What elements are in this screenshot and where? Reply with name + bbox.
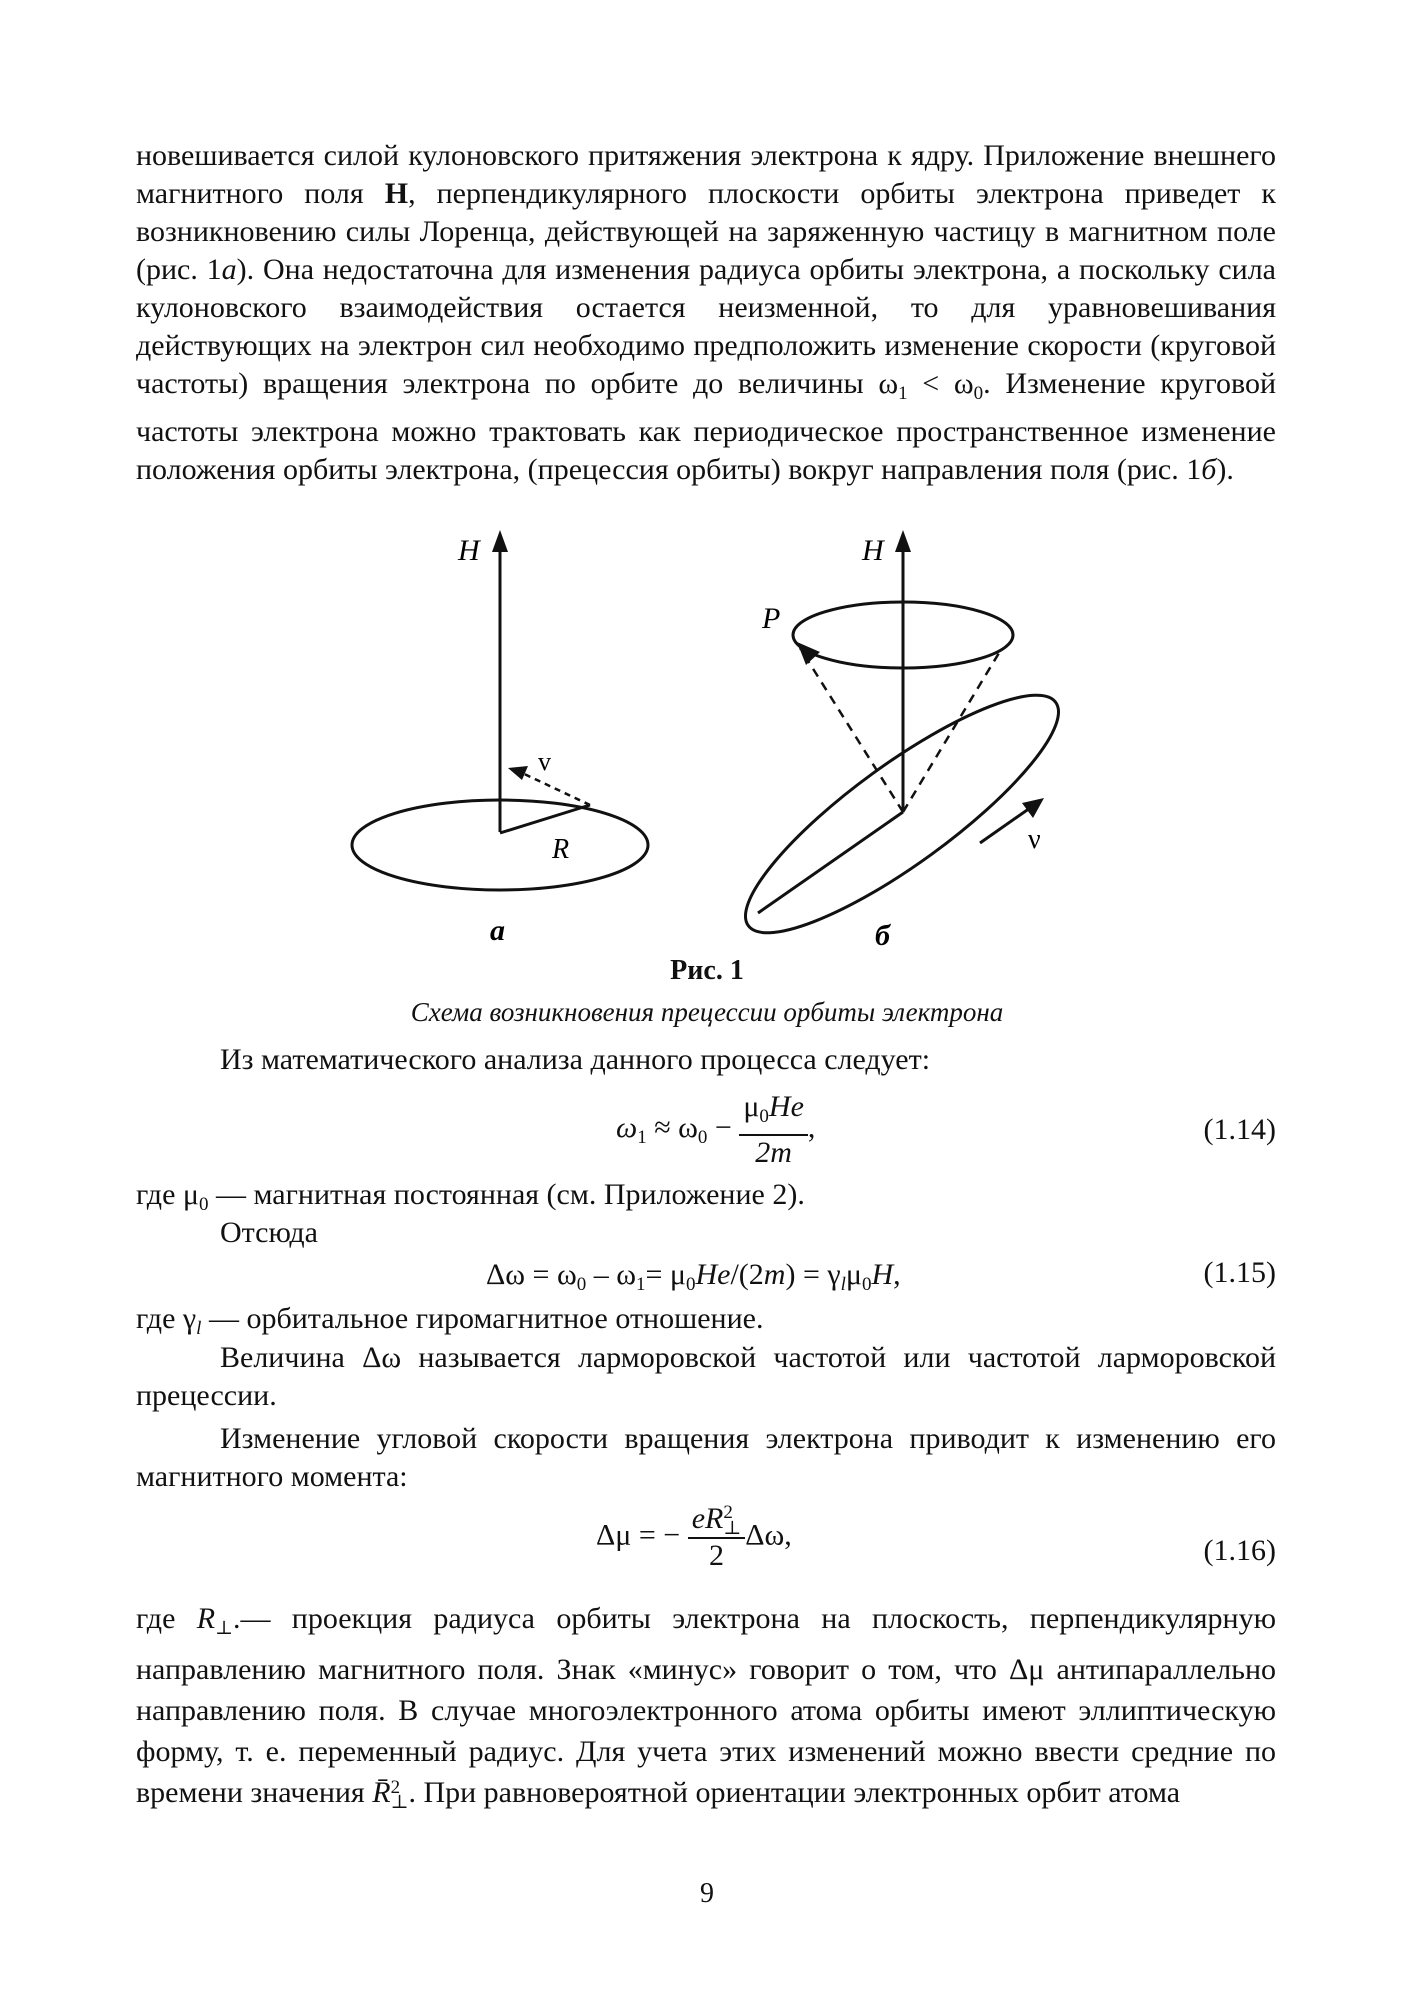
- mu0-prefix: где μ: [136, 1178, 199, 1211]
- velocity-arrowhead-left: [508, 766, 528, 780]
- mu0-sub: 0: [198, 1194, 209, 1215]
- eq14-omega1-sub: 1: [637, 1126, 647, 1148]
- eq16-fraction: [688, 1502, 746, 1573]
- eq14-approx: ≈ ω: [646, 1110, 698, 1144]
- eq14-omega1: ω: [616, 1110, 638, 1144]
- eq16-numerator: [688, 1502, 746, 1539]
- eq16-sub: ⊥: [723, 1518, 742, 1540]
- final-rbar: R̄: [372, 1776, 391, 1809]
- eq15-sub-c: 0: [685, 1274, 696, 1295]
- cone-left: [800, 648, 903, 812]
- eq15-f: m: [763, 1258, 786, 1291]
- velocity-arrowhead-right: [1022, 798, 1044, 818]
- equation-number-1-14: (1.14): [1203, 1113, 1276, 1146]
- eq14-minus: −: [707, 1110, 732, 1144]
- eq15-sub-b: 1: [635, 1274, 646, 1295]
- eq15-sub-g: l: [840, 1274, 846, 1295]
- label-r-left: R: [552, 834, 570, 865]
- eq15-i: H: [871, 1258, 894, 1291]
- figure-ref-b: б: [1201, 453, 1217, 486]
- radius-line: [500, 805, 590, 833]
- field-symbol-h: H: [384, 177, 409, 210]
- moment-arrowhead: [797, 642, 820, 665]
- gamma-sub: l: [196, 1318, 202, 1339]
- final-text-3: . При равновероятной ориентации электронных орбит атома: [408, 1776, 1181, 1809]
- otsyuda-line: Отсюда: [220, 1216, 318, 1249]
- eq14-mu-sub: 0: [759, 1106, 769, 1127]
- eq14-denominator: [739, 1136, 808, 1170]
- intro-text-1: новешивается силой кулоновского притяжения электрона к ядру. Приложение внешнего магнитного поля: [136, 139, 1276, 210]
- gamma-prefix: где γ: [136, 1302, 197, 1335]
- eq16-denominator: 2: [708, 1539, 724, 1573]
- eq14-comma: ,: [807, 1110, 816, 1144]
- panel-label-b: б: [875, 919, 890, 952]
- page-number: 9: [700, 1878, 714, 1909]
- eq14-he: He: [768, 1090, 804, 1123]
- larmor-paragraph: Величина Δω называется ларморовской частотой или частотой ларморовской прецессии.: [136, 1341, 1276, 1412]
- eq14-numerator: [739, 1090, 808, 1136]
- velocity-line-right: [980, 808, 1030, 843]
- eq16-er: eR: [691, 1502, 724, 1535]
- eq15-b: – ω: [586, 1258, 636, 1291]
- final-rbar-sup: 2: [390, 1777, 401, 1799]
- intro-text-2: , перпендикулярного плоскости орбиты электрона приведет к возникновению силы Лоренца, действующей на заряженную частицу в магнитном поле (рис. 1: [136, 177, 1276, 286]
- equation-1-15: [486, 1256, 901, 1304]
- equation-1-16: [596, 1502, 792, 1573]
- omega-subscript-0: 0: [973, 383, 984, 404]
- eq15-sub-h: 0: [862, 1274, 872, 1295]
- panel-b: [719, 530, 1085, 966]
- panel-label-a: а: [490, 914, 505, 947]
- final-rbar-sub: ⊥: [390, 1792, 409, 1814]
- intro-text-3: ). Она недостаточна для изменения радиуса орбиты электрона, а поскольку сила кулоновского взаимодействия остается неизменной, то для уравновешивания действующих на электрон сил необходимо предположить изменение скорости (круговой частоты) вращения электрона по орбите до величины ω: [136, 253, 1276, 400]
- eq16-sup: 2: [723, 1502, 733, 1524]
- omega-subscript-1: 1: [898, 383, 908, 404]
- final-paragraph: [136, 1598, 1276, 1813]
- figure-caption-title: Рис. 1: [670, 955, 744, 986]
- eq16-rhs: Δω,: [745, 1518, 792, 1552]
- eq14-fraction: [739, 1090, 808, 1170]
- eq14-omega0-sub: 0: [697, 1126, 708, 1148]
- figure-caption-text: Схема возникновения прецессии орбиты электрона: [410, 997, 1004, 1027]
- eq15-sub-a: 0: [576, 1274, 587, 1295]
- eq15-d: He: [695, 1258, 731, 1291]
- equation-number-1-16: (1.16): [1203, 1534, 1276, 1567]
- orbit-radius-right: [758, 812, 903, 913]
- eq16-lhs: Δμ = −: [596, 1518, 681, 1552]
- final-r: R: [196, 1602, 216, 1635]
- eq15-j: ,: [893, 1258, 901, 1291]
- figure-ref-a: а: [221, 253, 237, 286]
- final-text-2: .— проекция радиуса орбиты электрона на плоскость, перпендикулярную направлению магнитного поля. Знак «минус» говорит о том, что Δμ антипараллельно направлению поля. В случае многоэлектронного атома орбиты имеют эллиптическую форму, т. е. переменный радиус. Для учета этих изменений можно ввести средние по времени значения: [136, 1602, 1277, 1809]
- eq14-mu: μ: [743, 1090, 760, 1123]
- panel-a: [352, 530, 648, 947]
- eq16-sup-sub: [723, 1502, 742, 1540]
- intro-inequality: < ω: [907, 367, 974, 400]
- mu0-rest: — магнитная постоянная (см. Приложение 2).: [208, 1178, 805, 1211]
- label-h-left: H: [458, 534, 480, 567]
- intro-text-5: ).: [1216, 453, 1234, 486]
- h-arrowhead-left: [492, 530, 508, 552]
- gamma-rest: — орбитальное гиромагнитное отношение.: [201, 1302, 764, 1335]
- eq15-e: /(2: [730, 1258, 764, 1291]
- angular-paragraph: Изменение угловой скорости вращения электрона приводит к изменению его магнитного момента:: [136, 1422, 1276, 1493]
- label-h-right: H: [862, 534, 884, 567]
- eq15-c: = μ: [645, 1258, 686, 1291]
- final-rbar-sup-sub: [390, 1777, 409, 1814]
- eq15-g: ) = γ: [785, 1258, 841, 1291]
- equation-number-1-15: (1.15): [1203, 1256, 1276, 1289]
- eq15-h: μ: [845, 1258, 862, 1291]
- label-v-right: ν: [1028, 824, 1041, 855]
- analysis-line: Из математического анализа данного процесса следует:: [220, 1043, 931, 1076]
- eq14-2m: 2m: [755, 1136, 792, 1169]
- final-text-1: где: [136, 1602, 197, 1635]
- eq15-a: Δω = ω: [486, 1258, 577, 1291]
- intro-text-4: . Изменение круговой частоты электрона можно трактовать как периодическое пространственное изменение положения орбиты электрона, (прецессия орбиты) вокруг направления поля (рис. 1: [136, 367, 1276, 486]
- h-arrowhead-right: [895, 530, 911, 552]
- cone-right: [903, 648, 1002, 812]
- equation-1-14: [616, 1090, 815, 1170]
- final-r-sub: ⊥: [215, 1618, 233, 1639]
- label-p: P: [762, 602, 781, 635]
- label-v-left: v: [538, 747, 551, 776]
